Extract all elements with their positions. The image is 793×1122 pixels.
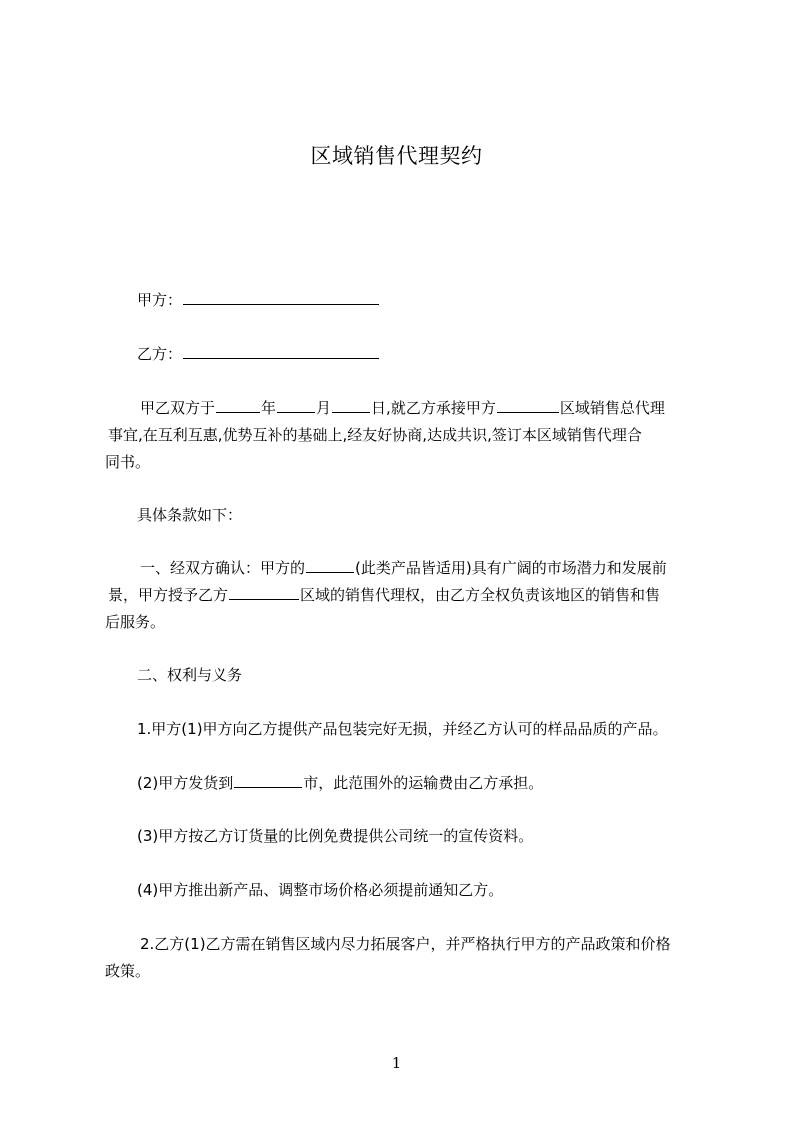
item-3: (3)甲方按乙方订货量的比例免费提供公司统一的宣传资料。 xyxy=(137,827,534,845)
clause1-line-1 xyxy=(140,555,740,582)
intro-text: 区域销售总代理 xyxy=(559,399,665,417)
item-1: 1.甲方(1)甲方向乙方提供产品包装完好无损，并经乙方认可的样品品质的产品。 xyxy=(137,720,668,738)
page-number: 1 xyxy=(391,1054,402,1072)
party-a-blank xyxy=(183,288,379,305)
day-blank xyxy=(332,396,370,413)
clause1-line-3: 后服务。 xyxy=(105,613,166,631)
terms-intro: 具体条款如下： xyxy=(137,506,243,524)
clause-text: 区域的销售代理权，由乙方全权负责该地区的销售和售 xyxy=(300,586,661,604)
year-label: 年 xyxy=(261,399,277,417)
item-text: (2)甲方发货到 xyxy=(137,774,234,792)
intro-text: 甲乙双方于 xyxy=(140,399,216,417)
item-4: (4)甲方推出新产品、调整市场价格必须提前通知乙方。 xyxy=(137,881,504,899)
clause-text: 景，甲方授予乙方 xyxy=(108,586,229,604)
intro-line-2: 事宜,在互利互惠,优势互补的基础上,经友好协商,达成共识,签订本区域销售代理合 xyxy=(108,426,642,444)
city-blank xyxy=(234,771,302,788)
party-b-blank xyxy=(183,342,379,359)
party-b-line xyxy=(137,341,737,368)
party-b-label: 乙方： xyxy=(137,345,183,363)
item-2 xyxy=(137,770,737,797)
clause-text: (此类产品皆适用)具有广阔的市场潜力和发展前 xyxy=(355,559,667,577)
region-blank xyxy=(229,583,299,600)
party-a-label: 甲方： xyxy=(137,291,183,309)
item-5-line-1: 2.乙方(1)乙方需在销售区域内尽力拓展客户，并严格执行甲方的产品政策和价格 xyxy=(140,935,671,953)
product-blank xyxy=(306,556,354,573)
month-blank xyxy=(277,396,315,413)
month-label: 月 xyxy=(316,399,332,417)
item-text: 市，此范围外的运输费由乙方承担。 xyxy=(303,774,544,792)
intro-line-3: 同书。 xyxy=(105,453,151,471)
clause-text: 一、经双方确认：甲方的 xyxy=(140,559,306,577)
item-5-line-2: 政策。 xyxy=(105,962,151,980)
region-blank xyxy=(497,396,559,413)
clause1-line-2 xyxy=(108,582,708,609)
party-a-line xyxy=(137,287,737,314)
intro-line-1 xyxy=(140,395,740,422)
document-title: 区域销售代理契约 xyxy=(310,144,483,168)
clause2-heading: 二、权利与义务 xyxy=(137,666,243,684)
year-blank xyxy=(216,396,260,413)
intro-text: 日,就乙方承接甲方 xyxy=(371,399,496,417)
